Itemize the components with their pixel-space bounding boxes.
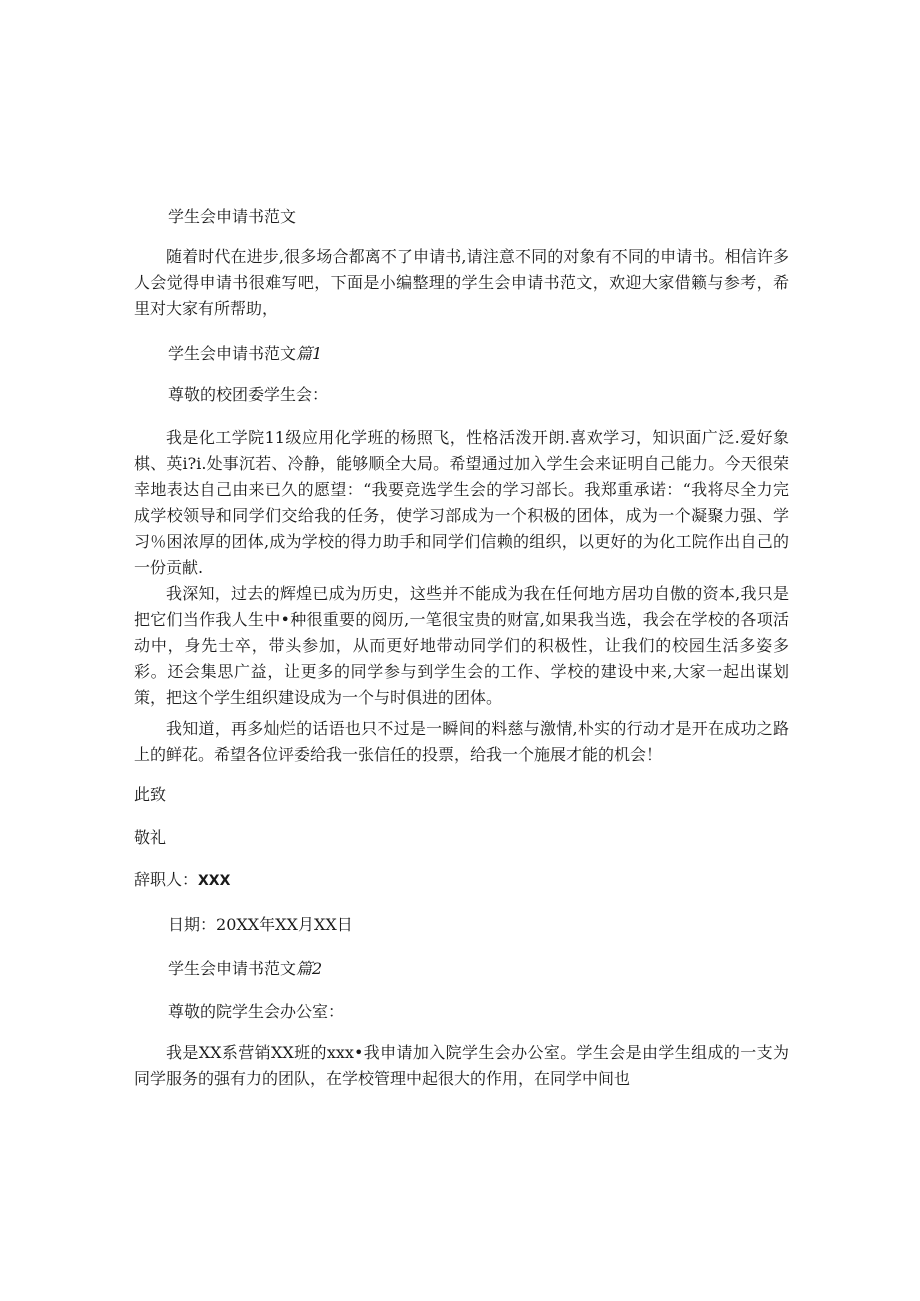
intro-paragraph: 随着时代在进步,很多场合都离不了申请书,请注意不同的对象有不同的申请书。相信许多人会觉得申请书很难写吧，下面是小编整理的学生会申请书范文，欢迎大家借籁与参考，希里对大家有所帮助， [134,247,789,318]
closing-line-1: 此致 [134,785,167,804]
section2-salutation: 尊敬的院学生会办公室： [168,1002,345,1021]
section2-heading-text: 学生会申请书范文 [168,959,297,978]
section1-paragraph-1: 我是化工学院11级应用化学班的杨照飞，性格活泼开朗.喜欢学习，知识面广泛.爱好象棋、英i?i.处事沉若、冷静，能够顺全大局。希望通过加入学生会来证明自己能力。今天很荣幸地表达自己由来已久的愿望：“我要竞选学生会的学习部长。我郑重承诺：“我将尽全力完成学校领导和同学们交给我的任务，使学习部成为一个积极的团体，成为一个凝聚力强、学习％困浓厚的团体,成为学校的得力助手和同学们信赖的组织，以更好的为化工院作出自己的一份贡献. [134,428,789,577]
section1-paragraph-2: 我深知，过去的辉煌已成为历史，这些并不能成为我在任何地方居功自傲的资本,我只是把它们当作我人生中•种很重要的阅历,一笔很宝贵的财富,如果我当选，我会在学校的各项活动中，身先士卒，带头参加，从而更好地带动同学们的积极性，让我们的校园生活多姿多彩。还会集思广益，让更多的同学参与到学生会的工作、学校的建设中来,大家一起出谋划策，把这个学生组织建设成为一个与时俱进的团体。 [134,584,789,707]
date-label: 日期： [168,915,217,934]
signer-label: 辞职人： [134,870,199,889]
date-line [168,912,353,938]
section1-paragraph-3: 我知道，再多灿烂的话语也只不过是一瞬间的料慈与激情,朴实的行动才是开在成功之路上的鲜花。希望各位评委给我一张信任的投票，给我一个施展才能的机会！ [134,719,789,764]
document-title: 学生会申请书范文 [168,207,297,226]
date-value: 20XX年XX月XX日 [216,915,353,934]
section1-heading [168,341,322,367]
signer-name: XXX [198,873,231,889]
section1-salutation: 尊敬的校团委学生会： [168,385,329,404]
section1-heading-suffix: 篇1 [296,344,323,363]
section2-heading-suffix: 篇2 [296,959,323,978]
section2-paragraph-1: 我是XX系营销XX班的xxx•我申请加入院学生会办公室。学生会是由学生组成的一支为同学服务的强有力的团队，在学校管理中起很大的作用，在同学中间也 [134,1043,789,1088]
section1-heading-text: 学生会申请书范文 [168,344,297,363]
section2-heading [168,956,322,982]
closing-line-2: 敬礼 [134,828,167,847]
signer-line [134,867,230,894]
